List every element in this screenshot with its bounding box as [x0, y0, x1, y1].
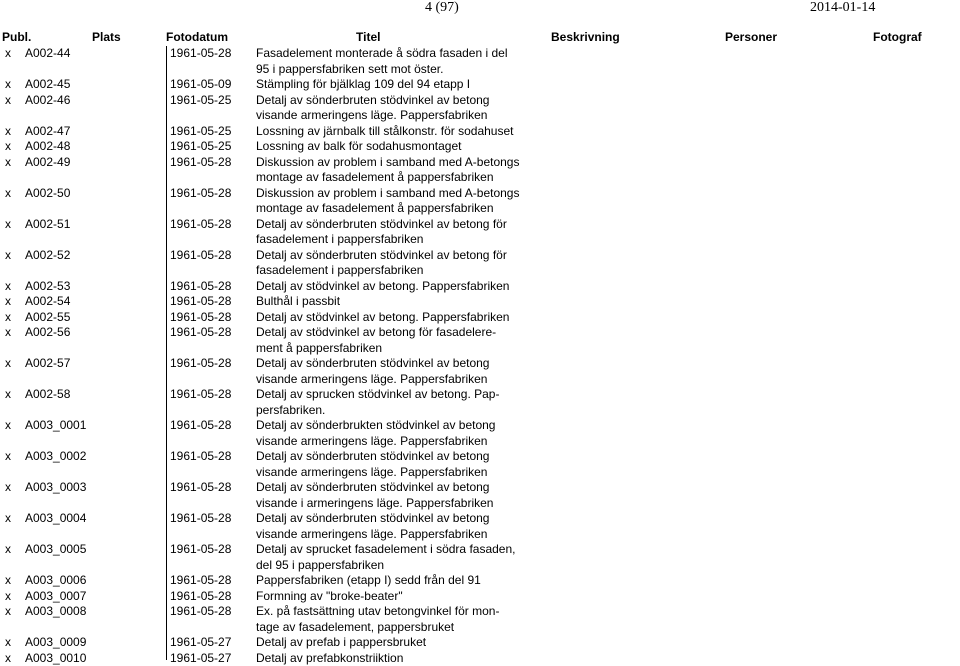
publ-mark: x: [5, 651, 11, 666]
titel-line: fasadelement i pappersfabriken: [256, 263, 516, 279]
publ-mark: x: [5, 155, 11, 171]
titel-line: Detalj av stödvinkel av betong för fasadelere-: [256, 325, 516, 341]
titel: [256, 511, 516, 542]
titel: [256, 124, 516, 140]
column-header-fotograf: Fotograf: [873, 30, 922, 44]
table-row: [0, 186, 960, 217]
titel-line: persfabriken.: [256, 403, 516, 419]
page-number: 4 (97): [425, 0, 459, 16]
fotodatum: 1961-05-28: [170, 294, 231, 310]
table-header: [0, 30, 960, 46]
titel-line: Diskussion av problem i samband med A-betongs: [256, 155, 516, 171]
titel-line: ment å pappersfabriken: [256, 341, 516, 357]
titel: [256, 186, 516, 217]
column-header-beskrivning: Beskrivning: [551, 30, 620, 44]
titel-line: visande i armeringens läge. Pappersfabriken: [256, 496, 516, 512]
plats-id: A002-52: [25, 248, 70, 264]
plats-id: A002-57: [25, 356, 70, 372]
plats-id: A003_0003: [25, 480, 86, 496]
publ-mark: x: [5, 418, 11, 434]
publ-mark: x: [5, 186, 11, 202]
titel-line: visande armeringens läge. Pappersfabriken: [256, 108, 516, 124]
table-row: [0, 449, 960, 480]
titel: [256, 310, 516, 326]
table-row: [0, 124, 960, 140]
publ-mark: x: [5, 387, 11, 403]
column-header-personer: Personer: [725, 30, 777, 44]
fotodatum: 1961-05-28: [170, 449, 231, 465]
fotodatum: 1961-05-28: [170, 542, 231, 558]
table-row: [0, 418, 960, 449]
fotodatum: 1961-05-27: [170, 651, 231, 666]
plats-id: A002-44: [25, 46, 70, 62]
titel-line: Detalj av sönderbruten stödvinkel av betong: [256, 93, 516, 109]
plats-id: A003_0006: [25, 573, 86, 589]
table-row: [0, 77, 960, 93]
table-row: [0, 294, 960, 310]
fotodatum: 1961-05-28: [170, 217, 231, 233]
publ-mark: x: [5, 139, 11, 155]
fotodatum: 1961-05-28: [170, 46, 231, 62]
titel-line: tage av fasadelement, pappersbruket: [256, 620, 516, 636]
titel: [256, 155, 516, 186]
table-row: [0, 387, 960, 418]
plats-id: A002-56: [25, 325, 70, 341]
publ-mark: x: [5, 449, 11, 465]
titel-line: Detalj av sönderbrukten stödvinkel av betong: [256, 418, 516, 434]
titel-line: Stämpling för bjälklag 109 del 94 etapp I: [256, 77, 516, 93]
publ-mark: x: [5, 248, 11, 264]
titel-line: Pappersfabriken (etapp I) sedd från del 91: [256, 573, 516, 589]
table-row: [0, 310, 960, 326]
titel-line: Lossning av järnbalk till stålkonstr. för sodahuset: [256, 124, 516, 140]
column-header-plats: Plats: [92, 30, 121, 44]
fotodatum: 1961-05-25: [170, 124, 231, 140]
plats-id: A002-45: [25, 77, 70, 93]
table-row: [0, 46, 960, 77]
fotodatum: 1961-05-28: [170, 155, 231, 171]
publ-mark: x: [5, 573, 11, 589]
titel: [256, 480, 516, 511]
titel-line: montage av fasadelement å pappersfabriken: [256, 201, 516, 217]
table-row: [0, 279, 960, 295]
fotodatum: 1961-05-28: [170, 418, 231, 434]
page-date: 2014-01-14: [810, 0, 875, 16]
plats-id: A003_0007: [25, 589, 86, 605]
fotodatum: 1961-05-28: [170, 589, 231, 605]
titel-line: visande armeringens läge. Pappersfabriken: [256, 527, 516, 543]
titel: [256, 573, 516, 589]
plats-id: A002-47: [25, 124, 70, 140]
titel: [256, 604, 516, 635]
plats-id: A002-51: [25, 217, 70, 233]
publ-mark: x: [5, 279, 11, 295]
titel: [256, 418, 516, 449]
column-header-publ: Publ.: [2, 30, 31, 44]
fotodatum: 1961-05-28: [170, 356, 231, 372]
fotodatum: 1961-05-28: [170, 310, 231, 326]
titel-line: Bulthål i passbit: [256, 294, 516, 310]
fotodatum: 1961-05-28: [170, 186, 231, 202]
table-body: [0, 46, 960, 666]
table-row: [0, 511, 960, 542]
publ-mark: x: [5, 310, 11, 326]
plats-id: A002-49: [25, 155, 70, 171]
titel: [256, 589, 516, 605]
publ-mark: x: [5, 480, 11, 496]
plats-id: A003_0009: [25, 635, 86, 651]
titel-line: Detalj av stödvinkel av betong. Pappersfabriken: [256, 310, 516, 326]
plats-id: A002-46: [25, 93, 70, 109]
titel-line: Detalj av prefab i pappersbruket: [256, 635, 516, 651]
titel-line: Detalj av sönderbruten stödvinkel av betong: [256, 511, 516, 527]
publ-mark: x: [5, 635, 11, 651]
publ-mark: x: [5, 46, 11, 62]
publ-mark: x: [5, 604, 11, 620]
fotodatum: 1961-05-09: [170, 77, 231, 93]
titel-line: visande armeringens läge. Pappersfabriken: [256, 465, 516, 481]
titel-line: visande armeringens läge. Pappersfabriken: [256, 434, 516, 450]
titel: [256, 387, 516, 418]
table-row: [0, 248, 960, 279]
titel-line: montage av fasadelement å pappersfabriken: [256, 170, 516, 186]
fotodatum: 1961-05-28: [170, 573, 231, 589]
titel-line: Detalj av sönderbruten stödvinkel av betong för: [256, 248, 516, 264]
table-row: [0, 325, 960, 356]
plats-id: A003_0001: [25, 418, 86, 434]
titel: [256, 542, 516, 573]
publ-mark: x: [5, 356, 11, 372]
table-row: [0, 93, 960, 124]
titel: [256, 248, 516, 279]
table-row: [0, 139, 960, 155]
titel: [256, 449, 516, 480]
plats-id: A003_0002: [25, 449, 86, 465]
fotodatum: 1961-05-28: [170, 511, 231, 527]
titel-line: Detalj av sönderbruten stödvinkel av betong: [256, 480, 516, 496]
titel-line: Detalj av sönderbruten stödvinkel av betong: [256, 356, 516, 372]
fotodatum: 1961-05-28: [170, 604, 231, 620]
titel: [256, 635, 516, 651]
plats-id: A002-55: [25, 310, 70, 326]
titel-line: Detalj av sönderbruten stödvinkel av betong för: [256, 217, 516, 233]
table-row: [0, 589, 960, 605]
plats-id: A003_0004: [25, 511, 86, 527]
table-row: [0, 356, 960, 387]
publ-mark: x: [5, 542, 11, 558]
publ-mark: x: [5, 511, 11, 527]
titel-line: Detalj av stödvinkel av betong. Pappersfabriken: [256, 279, 516, 295]
publ-mark: x: [5, 294, 11, 310]
fotodatum: 1961-05-28: [170, 387, 231, 403]
titel: [256, 294, 516, 310]
fotodatum: 1961-05-25: [170, 139, 231, 155]
titel-line: Detalj av prefabkonstriiktion: [256, 651, 516, 666]
plats-id: A002-50: [25, 186, 70, 202]
table-row: [0, 635, 960, 651]
titel-line: del 95 i pappersfabriken: [256, 558, 516, 574]
publ-mark: x: [5, 124, 11, 140]
fotodatum: 1961-05-28: [170, 248, 231, 264]
fotodatum: 1961-05-28: [170, 325, 231, 341]
titel-line: Fasadelement monterade å södra fasaden i del: [256, 46, 516, 62]
titel: [256, 325, 516, 356]
titel-line: Diskussion av problem i samband med A-betongs: [256, 186, 516, 202]
titel: [256, 139, 516, 155]
titel: [256, 651, 516, 666]
plats-id: A003_0010: [25, 651, 86, 666]
table-row: [0, 604, 960, 635]
table-row: [0, 651, 960, 666]
plats-id: A002-48: [25, 139, 70, 155]
titel-line: Detalj av sönderbruten stödvinkel av betong: [256, 449, 516, 465]
titel: [256, 46, 516, 77]
titel-line: Detalj av sprucken stödvinkel av betong. Pap-: [256, 387, 516, 403]
titel: [256, 77, 516, 93]
titel-line: 95 i pappersfabriken sett mot öster.: [256, 62, 516, 78]
table-row: [0, 480, 960, 511]
publ-mark: x: [5, 93, 11, 109]
publ-mark: x: [5, 325, 11, 341]
table-row: [0, 217, 960, 248]
titel-line: Detalj av sprucket fasadelement i södra fasaden,: [256, 542, 516, 558]
plats-id: A002-58: [25, 387, 70, 403]
titel: [256, 356, 516, 387]
column-header-fotodatum: Fotodatum: [166, 30, 228, 44]
titel: [256, 93, 516, 124]
fotodatum: 1961-05-28: [170, 480, 231, 496]
plats-id: A002-54: [25, 294, 70, 310]
publ-mark: x: [5, 77, 11, 93]
plats-id: A002-53: [25, 279, 70, 295]
publ-mark: x: [5, 589, 11, 605]
plats-id: A003_0005: [25, 542, 86, 558]
titel-line: Lossning av balk för sodahusmontaget: [256, 139, 516, 155]
plats-id: A003_0008: [25, 604, 86, 620]
titel: [256, 279, 516, 295]
fotodatum: 1961-05-27: [170, 635, 231, 651]
titel-line: Ex. på fastsättning utav betongvinkel för mon-: [256, 604, 516, 620]
titel-line: Formning av "broke-beater": [256, 589, 516, 605]
titel: [256, 217, 516, 248]
table-row: [0, 573, 960, 589]
titel-line: visande armeringens läge. Pappersfabriken: [256, 372, 516, 388]
table-row: [0, 155, 960, 186]
column-header-titel: Titel: [356, 30, 380, 44]
fotodatum: 1961-05-25: [170, 93, 231, 109]
table-row: [0, 542, 960, 573]
fotodatum: 1961-05-28: [170, 279, 231, 295]
titel-line: fasadelement i pappersfabriken: [256, 232, 516, 248]
publ-mark: x: [5, 217, 11, 233]
